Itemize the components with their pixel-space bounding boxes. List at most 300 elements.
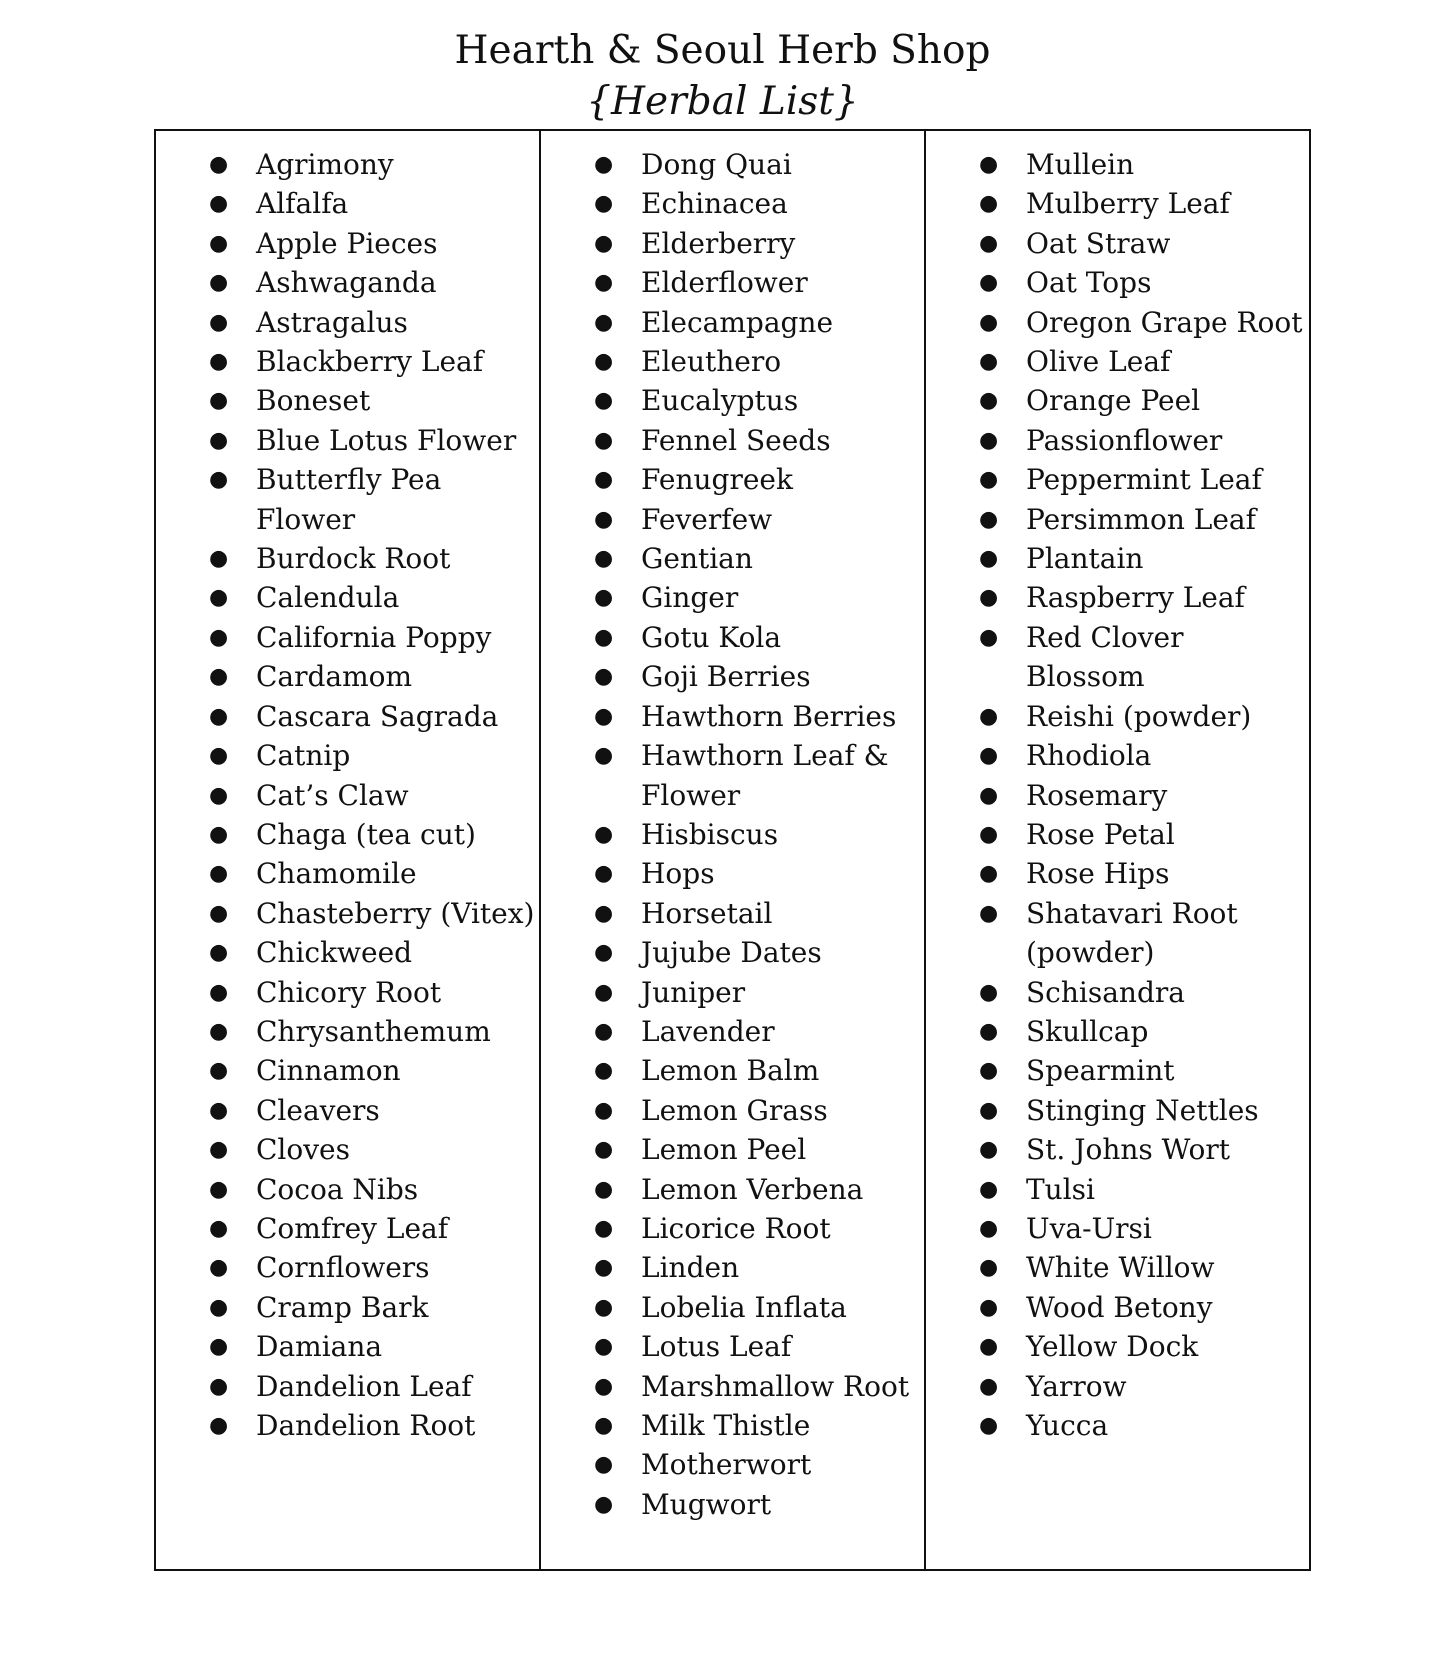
herb-name: Skullcap xyxy=(1026,1014,1149,1048)
bullet-icon: ● xyxy=(979,1018,999,1044)
list-item xyxy=(926,1406,1309,1445)
list-item xyxy=(156,1367,539,1406)
bullet-icon: ● xyxy=(209,1294,229,1320)
bullet-icon: ● xyxy=(979,743,999,769)
herb-name: Burdock Root xyxy=(256,542,451,576)
bullet-icon: ● xyxy=(594,940,614,966)
herb-name: Feverfew xyxy=(641,502,773,536)
list-item xyxy=(926,145,1309,184)
herb-name: Shatavari Root (powder) xyxy=(1026,896,1238,970)
herb-name: Yucca xyxy=(1026,1409,1109,1442)
bullet-icon: ● xyxy=(209,664,229,690)
list-item xyxy=(541,1248,924,1287)
list-item xyxy=(541,618,924,657)
list-item xyxy=(156,224,539,263)
herb-list xyxy=(926,145,1309,1445)
bullet-icon: ● xyxy=(979,152,999,177)
list-column-3 xyxy=(926,131,1309,1569)
bullet-icon: ● xyxy=(979,1176,999,1202)
herb-name: Lemon Verbena xyxy=(641,1172,864,1206)
bullet-icon: ● xyxy=(209,388,229,414)
herb-name: Yarrow xyxy=(1026,1369,1127,1403)
list-item xyxy=(926,578,1309,617)
list-item xyxy=(541,578,924,617)
list-column-2 xyxy=(541,131,926,1569)
list-item xyxy=(156,1012,539,1051)
bullet-icon: ● xyxy=(594,1373,614,1399)
bullet-icon: ● xyxy=(594,861,614,887)
herb-name: Spearmint xyxy=(1026,1054,1175,1088)
bullet-icon: ● xyxy=(979,979,999,1005)
herb-name: Rosemary xyxy=(1026,778,1168,812)
bullet-icon: ● xyxy=(594,427,614,453)
bullet-icon: ● xyxy=(594,349,614,375)
list-item xyxy=(156,421,539,460)
herb-name: Oat Tops xyxy=(1026,266,1152,300)
list-item xyxy=(156,815,539,854)
bullet-icon: ● xyxy=(209,900,229,926)
herb-name: Passionflower xyxy=(1026,423,1223,457)
herb-name: Peppermint Leaf xyxy=(1026,463,1262,497)
list-item xyxy=(541,815,924,854)
list-item xyxy=(541,657,924,696)
list-item xyxy=(541,381,924,420)
herb-name: Linden xyxy=(641,1251,740,1285)
bullet-icon: ● xyxy=(594,1215,614,1241)
list-item xyxy=(541,224,924,263)
herb-name: Cloves xyxy=(256,1133,350,1167)
bullet-icon: ● xyxy=(594,388,614,414)
list-item xyxy=(156,184,539,223)
list-item xyxy=(926,894,1309,973)
bullet-icon: ● xyxy=(979,427,999,453)
bullet-icon: ● xyxy=(594,1334,614,1360)
herb-name: Raspberry Leaf xyxy=(1026,581,1245,615)
herb-name: Motherwort xyxy=(641,1448,812,1482)
herb-name: Elderflower xyxy=(641,266,808,300)
herb-name: Catnip xyxy=(256,739,351,773)
herb-name: Schisandra xyxy=(1026,975,1185,1009)
herb-name: Chicory Root xyxy=(256,975,442,1009)
herb-name: Dandelion Root xyxy=(256,1409,476,1442)
herb-name: Goji Berries xyxy=(641,660,811,694)
herb-name: Orange Peel xyxy=(1026,384,1201,418)
list-item xyxy=(156,894,539,933)
bullet-icon: ● xyxy=(594,585,614,611)
herb-name: Ashwaganda xyxy=(256,266,437,300)
bullet-icon: ● xyxy=(209,861,229,887)
bullet-icon: ● xyxy=(979,1334,999,1360)
bullet-icon: ● xyxy=(979,1058,999,1084)
list-item xyxy=(541,933,924,972)
list-column-1 xyxy=(156,131,541,1569)
herb-name: Chrysanthemum xyxy=(256,1014,491,1048)
list-item xyxy=(156,381,539,420)
bullet-icon: ● xyxy=(979,703,999,729)
herb-name: Rose Petal xyxy=(1026,817,1175,851)
list-item xyxy=(926,854,1309,893)
list-item xyxy=(926,1327,1309,1366)
bullet-icon: ● xyxy=(209,270,229,296)
page-title: Hearth & Seoul Herb Shop xyxy=(454,28,991,73)
list-item xyxy=(156,697,539,736)
herb-name: Horsetail xyxy=(641,896,773,930)
list-item xyxy=(541,1170,924,1209)
herb-list xyxy=(156,145,539,1445)
bullet-icon: ● xyxy=(594,1137,614,1163)
bullet-icon: ● xyxy=(594,821,614,847)
list-item xyxy=(156,1406,539,1445)
list-item xyxy=(926,342,1309,381)
bullet-icon: ● xyxy=(209,1097,229,1123)
herb-name: Gotu Kola xyxy=(641,620,782,654)
bullet-icon: ● xyxy=(594,979,614,1005)
herb-name: Lemon Balm xyxy=(641,1054,820,1088)
herb-name: Rhodiola xyxy=(1026,739,1152,773)
bullet-icon: ● xyxy=(209,585,229,611)
bullet-icon: ● xyxy=(979,1294,999,1320)
bullet-icon: ● xyxy=(979,900,999,926)
list-item xyxy=(156,145,539,184)
list-item xyxy=(156,618,539,657)
herb-name: Cardamom xyxy=(256,660,413,694)
list-item xyxy=(156,342,539,381)
herb-name: California Poppy xyxy=(256,620,492,654)
list-item xyxy=(541,500,924,539)
bullet-icon: ● xyxy=(594,1058,614,1084)
list-item xyxy=(156,973,539,1012)
herb-name: White Willow xyxy=(1026,1251,1215,1285)
list-item xyxy=(541,1051,924,1090)
list-item xyxy=(926,421,1309,460)
bullet-icon: ● xyxy=(209,427,229,453)
list-item xyxy=(156,736,539,775)
bullet-icon: ● xyxy=(209,979,229,1005)
herb-name: Milk Thistle xyxy=(641,1409,811,1442)
list-item xyxy=(541,697,924,736)
list-item xyxy=(156,657,539,696)
bullet-icon: ● xyxy=(979,624,999,650)
list-item xyxy=(926,973,1309,1012)
list-item xyxy=(156,1091,539,1130)
list-item xyxy=(926,500,1309,539)
list-item xyxy=(541,1288,924,1327)
list-item xyxy=(156,1209,539,1248)
list-item xyxy=(541,1485,924,1524)
herb-name: Chaga (tea cut) xyxy=(256,817,476,851)
list-item xyxy=(926,224,1309,263)
herb-name: Lemon Grass xyxy=(641,1093,828,1127)
list-item xyxy=(541,184,924,223)
bullet-icon: ● xyxy=(209,191,229,217)
bullet-icon: ● xyxy=(594,230,614,256)
list-item xyxy=(156,1051,539,1090)
bullet-icon: ● xyxy=(979,506,999,532)
bullet-icon: ● xyxy=(594,624,614,650)
bullet-icon: ● xyxy=(209,703,229,729)
list-item xyxy=(541,1130,924,1169)
list-item xyxy=(541,1367,924,1406)
bullet-icon: ● xyxy=(979,191,999,217)
herb-name: Uva-Ursi xyxy=(1026,1211,1152,1245)
bullet-icon: ● xyxy=(594,1255,614,1281)
list-item xyxy=(926,184,1309,223)
bullet-icon: ● xyxy=(594,1452,614,1478)
list-item xyxy=(541,303,924,342)
herb-name: Chickweed xyxy=(256,936,413,970)
bullet-icon: ● xyxy=(979,1255,999,1281)
list-item xyxy=(926,815,1309,854)
herb-name: Lobelia Inflata xyxy=(641,1290,847,1324)
list-item xyxy=(926,1051,1309,1090)
herb-name: Oat Straw xyxy=(1026,226,1171,260)
herb-name: Mulberry Leaf xyxy=(1026,187,1230,221)
list-item xyxy=(926,618,1309,697)
herb-name: Olive Leaf xyxy=(1026,345,1171,379)
herb-name: Echinacea xyxy=(641,187,788,221)
bullet-icon: ● xyxy=(594,152,614,177)
herb-name: Hawthorn Berries xyxy=(641,699,897,733)
herb-name: Marshmallow Root xyxy=(641,1369,910,1403)
herb-name: Blue Lotus Flower xyxy=(256,423,517,457)
herb-name: Cascara Sagrada xyxy=(256,699,499,733)
list-item xyxy=(156,933,539,972)
herb-name: Lavender xyxy=(641,1014,775,1048)
herb-name: Cleavers xyxy=(256,1093,380,1127)
list-item xyxy=(926,1130,1309,1169)
bullet-icon: ● xyxy=(209,1137,229,1163)
bullet-icon: ● xyxy=(594,506,614,532)
bullet-icon: ● xyxy=(594,270,614,296)
bullet-icon: ● xyxy=(979,467,999,493)
herb-name: Damiana xyxy=(256,1330,383,1364)
herb-name: Blackberry Leaf xyxy=(256,345,484,379)
herb-name: Alfalfa xyxy=(256,187,349,221)
bullet-icon: ● xyxy=(979,388,999,414)
bullet-icon: ● xyxy=(209,1373,229,1399)
bullet-icon: ● xyxy=(594,900,614,926)
list-item xyxy=(541,460,924,499)
bullet-icon: ● xyxy=(979,1373,999,1399)
herb-name: Calendula xyxy=(256,581,400,615)
bullet-icon: ● xyxy=(209,1018,229,1044)
herb-name: Comfrey Leaf xyxy=(256,1211,449,1245)
bullet-icon: ● xyxy=(209,624,229,650)
herb-name: Elecampagne xyxy=(641,305,834,339)
bullet-icon: ● xyxy=(979,1097,999,1123)
list-item xyxy=(926,1248,1309,1287)
list-item xyxy=(541,973,924,1012)
list-item xyxy=(926,697,1309,736)
list-item xyxy=(926,539,1309,578)
bullet-icon: ● xyxy=(594,546,614,572)
bullet-icon: ● xyxy=(979,1413,999,1438)
list-item xyxy=(156,1170,539,1209)
bullet-icon: ● xyxy=(209,1255,229,1281)
list-item xyxy=(541,1406,924,1445)
bullet-icon: ● xyxy=(594,1176,614,1202)
list-item xyxy=(541,1209,924,1248)
bullet-icon: ● xyxy=(979,546,999,572)
herb-name: Cinnamon xyxy=(256,1054,401,1088)
herb-name: Astragalus xyxy=(256,305,408,339)
list-item xyxy=(541,1445,924,1484)
herb-name: Persimmon Leaf xyxy=(1026,502,1256,536)
bullet-icon: ● xyxy=(209,1413,229,1438)
herb-name: Plantain xyxy=(1026,542,1144,576)
bullet-icon: ● xyxy=(209,940,229,966)
herb-name: St. Johns Wort xyxy=(1026,1133,1231,1167)
herb-name: Boneset xyxy=(256,384,371,418)
list-item xyxy=(926,1012,1309,1051)
bullet-icon: ● xyxy=(209,743,229,769)
bullet-icon: ● xyxy=(979,230,999,256)
bullet-icon: ● xyxy=(594,703,614,729)
bullet-icon: ● xyxy=(209,1176,229,1202)
bullet-icon: ● xyxy=(209,1058,229,1084)
herb-name: Butterfly Pea Flower xyxy=(256,463,442,536)
list-item xyxy=(156,578,539,617)
list-item xyxy=(926,1209,1309,1248)
list-item xyxy=(156,854,539,893)
list-item xyxy=(926,1288,1309,1327)
bullet-icon: ● xyxy=(209,546,229,572)
bullet-icon: ● xyxy=(209,152,229,177)
list-item xyxy=(541,1327,924,1366)
herb-name: Rose Hips xyxy=(1026,857,1170,891)
herb-name: Eleuthero xyxy=(641,345,782,379)
herb-name: Wood Betony xyxy=(1026,1290,1213,1324)
herb-name: Fennel Seeds xyxy=(641,423,831,457)
herb-name: Hops xyxy=(641,857,715,891)
list-item xyxy=(926,736,1309,775)
bullet-icon: ● xyxy=(594,743,614,769)
bullet-icon: ● xyxy=(594,1018,614,1044)
bullet-icon: ● xyxy=(209,782,229,808)
bullet-icon: ● xyxy=(594,1491,614,1517)
list-item xyxy=(156,263,539,302)
list-item xyxy=(541,145,924,184)
list-item xyxy=(156,460,539,539)
herb-name: Red Clover Blossom xyxy=(1026,620,1184,694)
herb-name: Mugwort xyxy=(641,1487,772,1521)
bullet-icon: ● xyxy=(594,664,614,690)
herb-name: Licorice Root xyxy=(641,1211,831,1245)
bullet-icon: ● xyxy=(209,1215,229,1241)
bullet-icon: ● xyxy=(979,1137,999,1163)
herb-name: Cocoa Nibs xyxy=(256,1172,419,1206)
list-item xyxy=(541,263,924,302)
herb-name: Dong Quai xyxy=(641,148,792,181)
bullet-icon: ● xyxy=(979,861,999,887)
list-item xyxy=(156,539,539,578)
bullet-icon: ● xyxy=(979,782,999,808)
herb-list-table xyxy=(154,129,1311,1571)
bullet-icon: ● xyxy=(979,270,999,296)
bullet-icon: ● xyxy=(979,585,999,611)
herb-name: Apple Pieces xyxy=(256,226,438,260)
list-item xyxy=(926,1091,1309,1130)
herb-name: Cornflowers xyxy=(256,1251,430,1285)
herb-name: Eucalyptus xyxy=(641,384,799,418)
bullet-icon: ● xyxy=(209,1334,229,1360)
herb-name: Chamomile xyxy=(256,857,417,891)
bullet-icon: ● xyxy=(979,349,999,375)
herb-name: Dandelion Leaf xyxy=(256,1369,472,1403)
bullet-icon: ● xyxy=(594,1097,614,1123)
herb-name: Tulsi xyxy=(1026,1172,1095,1206)
herb-list xyxy=(541,145,924,1524)
herb-name: Mullein xyxy=(1026,148,1135,181)
list-item xyxy=(156,1130,539,1169)
herb-name: Juniper xyxy=(641,975,746,1009)
bullet-icon: ● xyxy=(209,309,229,335)
list-item xyxy=(926,381,1309,420)
list-item xyxy=(926,1367,1309,1406)
bullet-icon: ● xyxy=(594,467,614,493)
bullet-icon: ● xyxy=(209,349,229,375)
list-item xyxy=(541,736,924,815)
herb-name: Cramp Bark xyxy=(256,1290,429,1324)
herb-name: Gentian xyxy=(641,542,753,576)
list-item xyxy=(541,1091,924,1130)
list-item xyxy=(541,854,924,893)
herb-name: Reishi (powder) xyxy=(1026,699,1252,733)
list-item xyxy=(156,303,539,342)
list-item xyxy=(926,776,1309,815)
list-item xyxy=(541,1012,924,1051)
herb-name: Agrimony xyxy=(256,148,394,181)
page-subtitle: {Herbal List} xyxy=(586,79,859,124)
list-item xyxy=(156,1288,539,1327)
herb-name: Lotus Leaf xyxy=(641,1330,792,1364)
bullet-icon: ● xyxy=(979,1215,999,1241)
list-item xyxy=(156,1248,539,1287)
herb-name: Chasteberry (Vitex) xyxy=(256,896,535,930)
list-item xyxy=(926,460,1309,499)
bullet-icon: ● xyxy=(209,821,229,847)
list-item xyxy=(541,342,924,381)
list-item xyxy=(541,421,924,460)
list-item xyxy=(926,303,1309,342)
herb-name: Yellow Dock xyxy=(1026,1330,1199,1364)
list-item xyxy=(156,776,539,815)
herb-name: Cat’s Claw xyxy=(256,778,409,812)
bullet-icon: ● xyxy=(594,1294,614,1320)
herb-name: Elderberry xyxy=(641,226,796,260)
list-item xyxy=(926,263,1309,302)
herb-name: Ginger xyxy=(641,581,739,615)
herb-name: Hisbiscus xyxy=(641,817,779,851)
list-item xyxy=(541,539,924,578)
bullet-icon: ● xyxy=(594,191,614,217)
list-item xyxy=(541,894,924,933)
herb-name: Lemon Peel xyxy=(641,1133,807,1167)
herb-name: Oregon Grape Root xyxy=(1026,305,1303,339)
list-item xyxy=(926,1170,1309,1209)
bullet-icon: ● xyxy=(209,467,229,493)
herb-name: Hawthorn Leaf & Flower xyxy=(641,739,889,812)
bullet-icon: ● xyxy=(594,309,614,335)
list-item xyxy=(156,1327,539,1366)
bullet-icon: ● xyxy=(979,821,999,847)
herb-name: Fenugreek xyxy=(641,463,793,497)
herb-name: Stinging Nettles xyxy=(1026,1093,1259,1127)
bullet-icon: ● xyxy=(594,1413,614,1438)
bullet-icon: ● xyxy=(209,230,229,256)
herb-name: Jujube Dates xyxy=(641,936,822,970)
bullet-icon: ● xyxy=(979,309,999,335)
